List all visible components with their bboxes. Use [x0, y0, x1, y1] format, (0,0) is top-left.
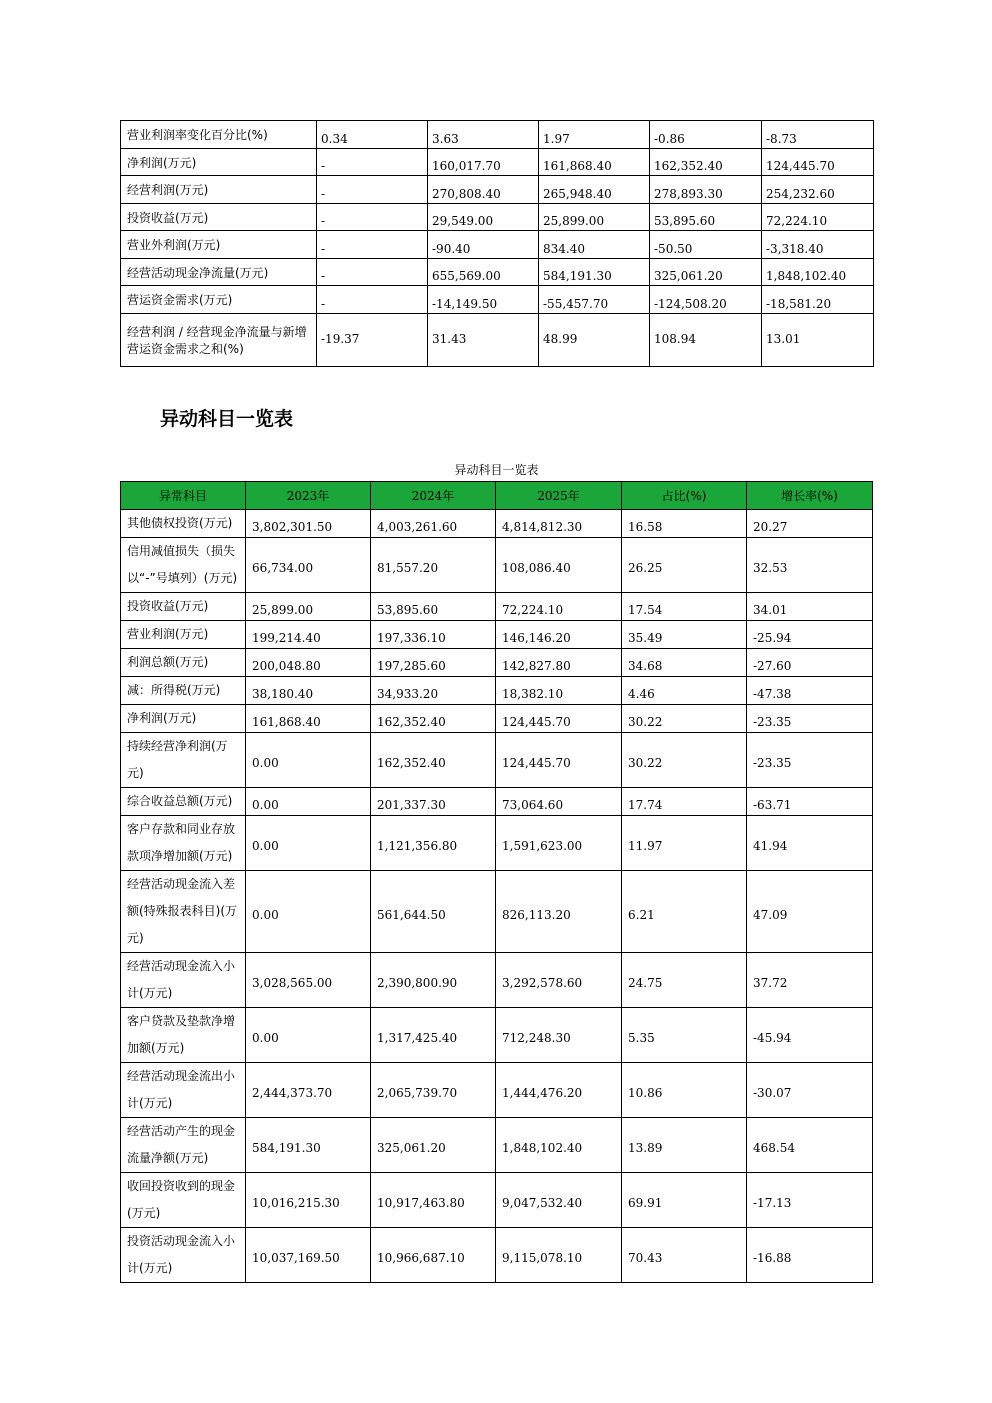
table-cell: 1.97 — [539, 121, 650, 149]
table-cell: - — [317, 176, 428, 204]
table-cell: 34,933.20 — [371, 677, 496, 705]
table-cell: 1,317,425.40 — [371, 1008, 496, 1063]
table-cell: 142,827.80 — [496, 649, 622, 677]
table-cell: 37.72 — [747, 953, 873, 1008]
table-cell: 160,017.70 — [428, 149, 539, 176]
table-cell: 561,644.50 — [371, 871, 496, 953]
table-cell: 30.22 — [622, 733, 747, 788]
table-cell: 30.22 — [622, 705, 747, 733]
table-cell: 0.00 — [246, 871, 371, 953]
table-cell: 4,814,812.30 — [496, 510, 622, 538]
row-label: 营业利润率变化百分比(%) — [121, 121, 317, 149]
row-label: 利润总额(万元) — [121, 649, 246, 677]
table-cell: 18,382.10 — [496, 677, 622, 705]
table-cell: - — [317, 231, 428, 259]
header-cell: 占比(%) — [622, 482, 747, 510]
table-cell: 10,016,215.30 — [246, 1173, 371, 1228]
section-heading: 异动科目一览表 — [160, 408, 294, 430]
table-row — [121, 593, 873, 621]
row-label: 净利润(万元) — [121, 705, 246, 733]
table-cell: 468.54 — [747, 1118, 873, 1173]
table-cell: 53,895.60 — [650, 204, 762, 231]
table-row — [121, 149, 874, 176]
table-cell: 66,734.00 — [246, 538, 371, 593]
row-label: 经营活动产生的现金流量净额(万元) — [121, 1118, 246, 1173]
table-cell: -16.88 — [747, 1228, 873, 1283]
table-cell: 70.43 — [622, 1228, 747, 1283]
table-cell: 5.35 — [622, 1008, 747, 1063]
table-cell: 47.09 — [747, 871, 873, 953]
table-row — [121, 953, 873, 1008]
table-row — [121, 871, 873, 953]
table-cell: 584,191.30 — [539, 259, 650, 286]
table-cell: -3,318.40 — [762, 231, 874, 259]
table-cell: 162,352.40 — [650, 149, 762, 176]
table-row — [121, 1063, 873, 1118]
table-cell: 278,893.30 — [650, 176, 762, 204]
table-cell: 108.94 — [650, 314, 762, 367]
table-cell: -124,508.20 — [650, 286, 762, 314]
table-cell: -23.35 — [747, 733, 873, 788]
table-cell: 20.27 — [747, 510, 873, 538]
table-row — [121, 677, 873, 705]
table-cell: 41.94 — [747, 816, 873, 871]
anomaly-table — [120, 481, 873, 1283]
table-cell: 25,899.00 — [539, 204, 650, 231]
row-label: 经营利润(万元) — [121, 176, 317, 204]
table-cell: -47.38 — [747, 677, 873, 705]
row-label: 投资收益(万元) — [121, 204, 317, 231]
table-cell: 108,086.40 — [496, 538, 622, 593]
table-row — [121, 1008, 873, 1063]
table-cell: 34.68 — [622, 649, 747, 677]
table-cell: -50.50 — [650, 231, 762, 259]
table-cell: 72,224.10 — [762, 204, 874, 231]
table-cell: -18,581.20 — [762, 286, 874, 314]
table-cell: 197,285.60 — [371, 649, 496, 677]
table-cell: 10,966,687.10 — [371, 1228, 496, 1283]
table-cell: 325,061.20 — [650, 259, 762, 286]
row-label: 经营利润 / 经营现金净流量与新增营运资金需求之和(%) — [121, 314, 317, 367]
table-cell: 48.99 — [539, 314, 650, 367]
table-cell: 0.00 — [246, 1008, 371, 1063]
table-cell: 81,557.20 — [371, 538, 496, 593]
row-label: 客户贷款及垫款净增加额(万元) — [121, 1008, 246, 1063]
table-cell: 72,224.10 — [496, 593, 622, 621]
table-cell: - — [317, 286, 428, 314]
table-cell: 25,899.00 — [246, 593, 371, 621]
row-label: 投资收益(万元) — [121, 593, 246, 621]
table-cell: 34.01 — [747, 593, 873, 621]
table-cell: 199,214.40 — [246, 621, 371, 649]
table-cell: 0.00 — [246, 788, 371, 816]
table-cell: 10,917,463.80 — [371, 1173, 496, 1228]
table-row — [121, 621, 873, 649]
table-cell: 200,048.80 — [246, 649, 371, 677]
table-cell: 2,444,373.70 — [246, 1063, 371, 1118]
row-label: 综合收益总额(万元) — [121, 788, 246, 816]
table-cell: 10,037,169.50 — [246, 1228, 371, 1283]
table-cell: -55,457.70 — [539, 286, 650, 314]
table-cell: 17.74 — [622, 788, 747, 816]
table-cell: - — [317, 259, 428, 286]
table-cell: 161,868.40 — [539, 149, 650, 176]
table-row — [121, 1173, 873, 1228]
table-cell: 124,445.70 — [496, 733, 622, 788]
table-cell: 6.21 — [622, 871, 747, 953]
table-cell: 325,061.20 — [371, 1118, 496, 1173]
table-cell: 124,445.70 — [762, 149, 874, 176]
table-cell: 29,549.00 — [428, 204, 539, 231]
table-cell: 826,113.20 — [496, 871, 622, 953]
table-cell: 1,591,623.00 — [496, 816, 622, 871]
table-cell: -8.73 — [762, 121, 874, 149]
table-cell: 9,047,532.40 — [496, 1173, 622, 1228]
table-cell: 265,948.40 — [539, 176, 650, 204]
table-cell: 32.53 — [747, 538, 873, 593]
table-cell: 53,895.60 — [371, 593, 496, 621]
table-cell: 38,180.40 — [246, 677, 371, 705]
header-cell: 2023年 — [246, 482, 371, 510]
row-label: 营业外利润(万元) — [121, 231, 317, 259]
header-cell: 2025年 — [496, 482, 622, 510]
table-row — [121, 510, 873, 538]
table-row — [121, 231, 874, 259]
row-label: 减：所得税(万元) — [121, 677, 246, 705]
table-row — [121, 649, 873, 677]
table-cell: 4.46 — [622, 677, 747, 705]
table-cell: 35.49 — [622, 621, 747, 649]
table-cell: 13.89 — [622, 1118, 747, 1173]
table-cell: 1,848,102.40 — [762, 259, 874, 286]
row-label: 客户存款和同业存放款项净增加额(万元) — [121, 816, 246, 871]
table-row — [121, 816, 873, 871]
table-cell: -90.40 — [428, 231, 539, 259]
table-cell: 0.34 — [317, 121, 428, 149]
table-cell: -0.86 — [650, 121, 762, 149]
table-cell: 161,868.40 — [246, 705, 371, 733]
row-label: 经营活动现金流出小计(万元) — [121, 1063, 246, 1118]
row-label: 收回投资收到的现金(万元) — [121, 1173, 246, 1228]
table-header-row — [121, 482, 873, 510]
table-cell: 162,352.40 — [371, 733, 496, 788]
table-cell: 69.91 — [622, 1173, 747, 1228]
header-cell: 2024年 — [371, 482, 496, 510]
table-row — [121, 314, 874, 367]
table-cell: - — [317, 204, 428, 231]
table-cell: -25.94 — [747, 621, 873, 649]
table-cell: 1,121,356.80 — [371, 816, 496, 871]
row-label: 持续经营净利润(万元) — [121, 733, 246, 788]
table-cell: 0.00 — [246, 816, 371, 871]
table-cell: 254,232.60 — [762, 176, 874, 204]
table-cell: 17.54 — [622, 593, 747, 621]
table-cell: 0.00 — [246, 733, 371, 788]
table-cell: 10.86 — [622, 1063, 747, 1118]
table-cell: 201,337.30 — [371, 788, 496, 816]
row-label: 信用减值损失（损失以“-”号填列）(万元) — [121, 538, 246, 593]
table-cell: 270,808.40 — [428, 176, 539, 204]
table-cell: -63.71 — [747, 788, 873, 816]
table-row — [121, 121, 874, 149]
table-cell: -17.13 — [747, 1173, 873, 1228]
table-row — [121, 259, 874, 286]
table-cell: 124,445.70 — [496, 705, 622, 733]
row-label: 经营活动现金流入小计(万元) — [121, 953, 246, 1008]
table-cell: 31.43 — [428, 314, 539, 367]
table-cell: 712,248.30 — [496, 1008, 622, 1063]
table-cell: 3,802,301.50 — [246, 510, 371, 538]
table-row — [121, 705, 873, 733]
table-row — [121, 733, 873, 788]
table-cell: 584,191.30 — [246, 1118, 371, 1173]
table-cell: 13.01 — [762, 314, 874, 367]
table-cell: -19.37 — [317, 314, 428, 367]
table-row — [121, 286, 874, 314]
table-cell: 73,064.60 — [496, 788, 622, 816]
table-cell: 11.97 — [622, 816, 747, 871]
row-label: 投资活动现金流入小计(万元) — [121, 1228, 246, 1283]
table-cell: 2,065,739.70 — [371, 1063, 496, 1118]
row-label: 营运资金需求(万元) — [121, 286, 317, 314]
table-cell: 3,292,578.60 — [496, 953, 622, 1008]
table-cell: -27.60 — [747, 649, 873, 677]
table-cell: 834.40 — [539, 231, 650, 259]
table-cell: 16.58 — [622, 510, 747, 538]
table-caption: 异动科目一览表 — [454, 463, 539, 477]
table-row — [121, 538, 873, 593]
table-cell: -45.94 — [747, 1008, 873, 1063]
table-cell: 146,146.20 — [496, 621, 622, 649]
table-cell: - — [317, 149, 428, 176]
table-cell: 1,848,102.40 — [496, 1118, 622, 1173]
metrics-table — [120, 120, 874, 367]
table-row — [121, 1228, 873, 1283]
header-cell: 异常科目 — [121, 482, 246, 510]
table-cell: -14,149.50 — [428, 286, 539, 314]
table-cell: 24.75 — [622, 953, 747, 1008]
header-cell: 增长率(%) — [747, 482, 873, 510]
table-row — [121, 204, 874, 231]
table-cell: 197,336.10 — [371, 621, 496, 649]
row-label: 营业利润(万元) — [121, 621, 246, 649]
table-cell: 1,444,476.20 — [496, 1063, 622, 1118]
row-label: 经营活动现金净流量(万元) — [121, 259, 317, 286]
table-cell: 2,390,800.90 — [371, 953, 496, 1008]
row-label: 其他债权投资(万元) — [121, 510, 246, 538]
table-cell: 26.25 — [622, 538, 747, 593]
table-cell: -23.35 — [747, 705, 873, 733]
table-cell: 3.63 — [428, 121, 539, 149]
table-cell: 3,028,565.00 — [246, 953, 371, 1008]
table-row — [121, 1118, 873, 1173]
row-label: 经营活动现金流入差额(特殊报表科目)(万元) — [121, 871, 246, 953]
table-cell: 9,115,078.10 — [496, 1228, 622, 1283]
table-cell: 4,003,261.60 — [371, 510, 496, 538]
table-cell: -30.07 — [747, 1063, 873, 1118]
row-label: 净利润(万元) — [121, 149, 317, 176]
table-cell: 162,352.40 — [371, 705, 496, 733]
table-cell: 655,569.00 — [428, 259, 539, 286]
table-row — [121, 788, 873, 816]
table-row — [121, 176, 874, 204]
